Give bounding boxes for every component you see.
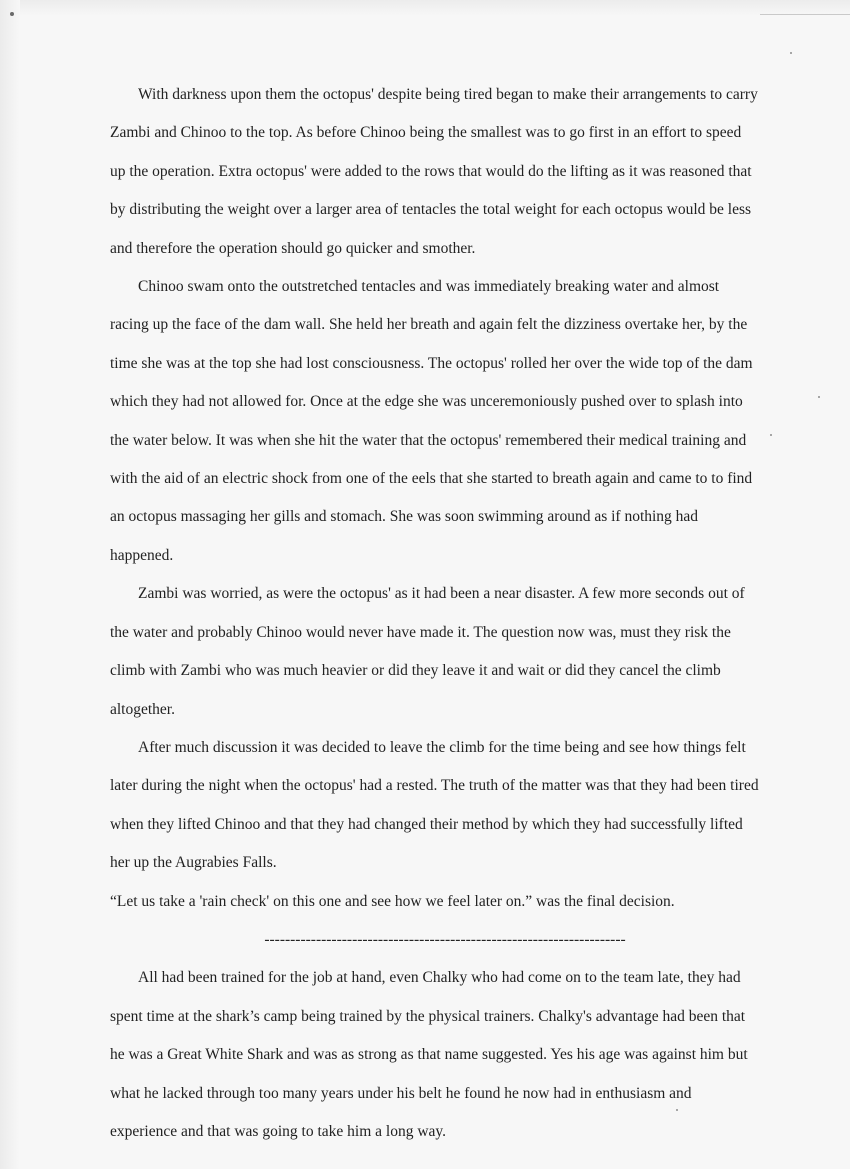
scan-edge-line (760, 14, 850, 15)
paragraph: After much discussion it was decided to leave the climb for the time being and see how things felt later during the night when the octopus' had a rested. The truth of the matter was that they had been tired when they lifted Chinoo and that they had changed their method by which they had successfully lifted her up the Augrabies Falls. (110, 738, 759, 872)
scan-speck (818, 396, 820, 398)
scan-speck (770, 434, 772, 436)
paragraph: Zambi was worried, as were the octopus' as it had been a near disaster. A few more seconds out of the water and probably Chinoo would never have made it. The question now was, must they risk the climb with Zambi who was much heavier or did they leave it and wait or did they cancel the climb altogether. (110, 585, 745, 718)
section-divider: ---------------------------------------------------------------------- (264, 930, 626, 948)
paragraph: Chinoo swam onto the outstretched tentacles and was immediately breaking water and almost racing up the face of the dam wall. She held her breath and again felt the dizziness overtake her, by the time she was at the top she had lost consciousness. The octopus' rolled her over the wide top of the dam which they had not allowed for. Once at the edge she was unceremoniously pushed over to splash into the water below. It was when she hit the water that the octopus' remembered their medical training and with the aid of an electric shock from one of the eels that she started to breath again and came to to find an octopus massaging her gills and stomach. She was soon swimming around as if nothing had happened. (110, 278, 753, 564)
scan-top-shadow (0, 0, 850, 16)
quote-line: “Let us take a 'rain check' on this one and see how we feel later on.” was the final decision. (110, 892, 675, 910)
closing-paragraph: All had been trained for the job at hand, even Chalky who had come on to the team late, they had spent time at the shark’s camp being trained by the physical trainers. Chalky's advantage had been that he was a Great White Shark and was as strong as that name suggested. Yes his age was against him but what he lacked through too many years under his belt he found he now had in enthusiasm and experience and that was going to take him a long way. (110, 969, 748, 1140)
scan-left-shadow (0, 0, 20, 1169)
scan-dot (10, 12, 14, 16)
document-body (110, 76, 760, 1151)
scan-speck (790, 52, 792, 54)
paragraph: With darkness upon them the octopus' despite being tired began to make their arrangements to carry Zambi and Chinoo to the top. As before Chinoo being the smallest was to go first in an effort to speed up the operation. Extra octopus' were added to the rows that would do the lifting as it was reasoned that by distributing the weight over a larger area of tentacles the total weight for each octopus would be less and therefore the operation should go quicker and smother. (110, 86, 758, 257)
